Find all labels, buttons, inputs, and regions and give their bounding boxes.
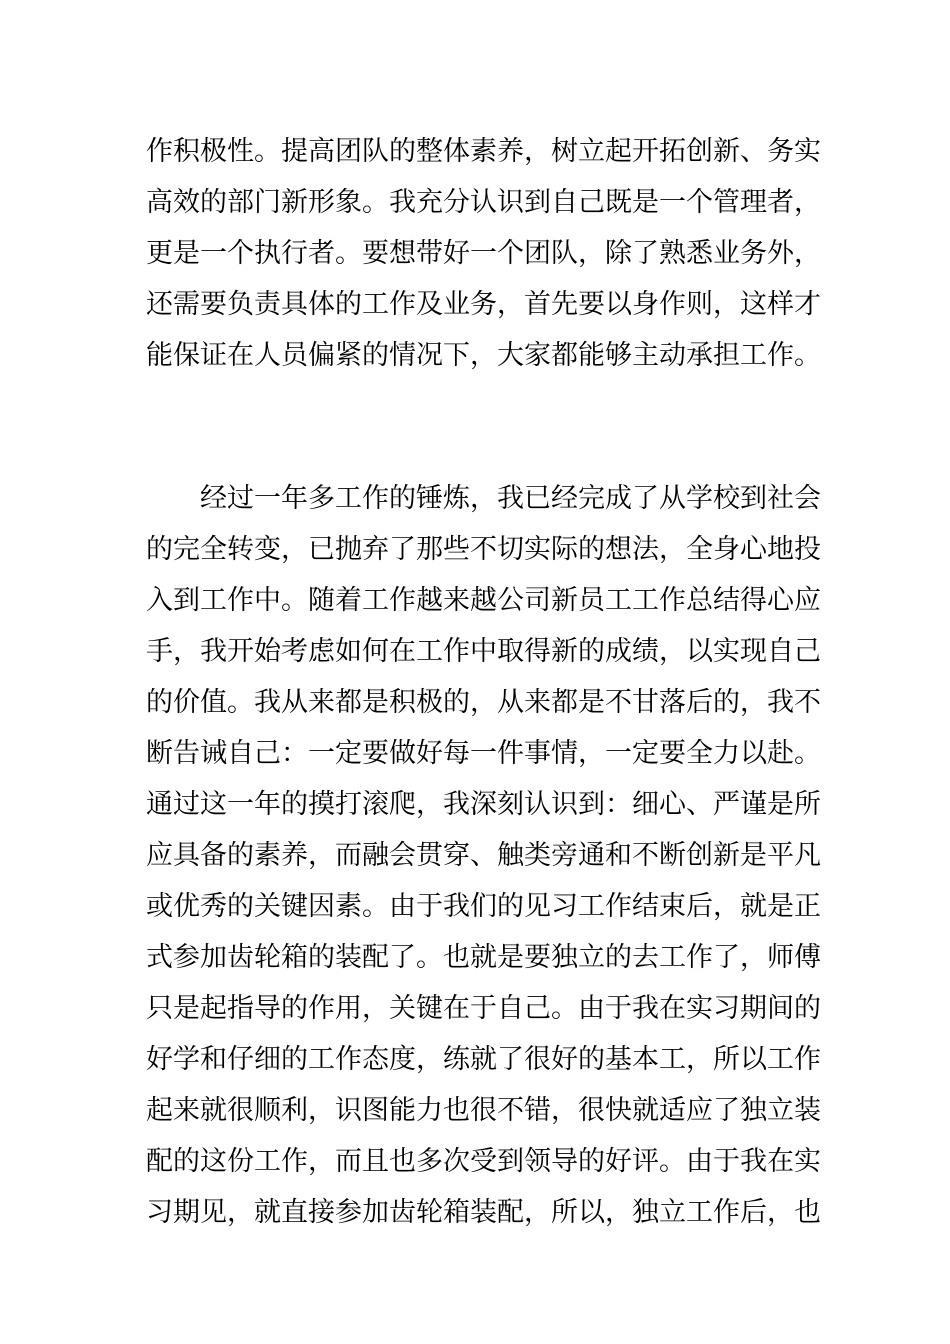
- paragraph-line: 高效的部门新形象。我充分认识到自己既是一个管理者，: [146, 187, 821, 218]
- paragraph-line: 只是起指导的作用，关键在于自己。由于我在实习期间的: [146, 993, 821, 1024]
- paragraph-line: 式参加齿轮箱的装配了。也就是要独立的去工作了，师傅: [146, 942, 821, 973]
- paragraph-line: 或优秀的关键因素。由于我们的见习工作结束后，就是正: [146, 891, 821, 922]
- paragraph-line: 习期见，就直接参加齿轮箱装配，所以，独立工作后，也: [146, 1197, 821, 1228]
- paragraph-line: 配的这份工作，而且也多次受到领导的好评。由于我在实: [146, 1146, 821, 1177]
- paragraph-line: 经过一年多工作的锤炼，我已经完成了从学校到社会: [146, 483, 821, 514]
- paragraph-line: 断告诫自己：一定要做好每一件事情，一定要全力以赴。: [146, 738, 821, 769]
- paragraph-1: [146, 126, 821, 381]
- paragraph-line: 还需要负责具体的工作及业务，首先要以身作则，这样才: [146, 289, 821, 320]
- paragraph-line: 入到工作中。随着工作越来越公司新员工工作总结得心应: [146, 585, 821, 616]
- paragraph-line: 应具备的素养，而融会贯穿、触类旁通和不断创新是平凡: [146, 840, 821, 871]
- paragraph-line: 通过这一年的摸打滚爬，我深刻认识到：细心、严谨是所: [146, 789, 821, 820]
- paragraph-line: 的价值。我从来都是积极的，从来都是不甘落后的，我不: [146, 687, 821, 718]
- paragraph-line: 起来就很顺利，识图能力也很不错，很快就适应了独立装: [146, 1095, 821, 1126]
- paragraph-line: 作积极性。提高团队的整体素养，树立起开拓创新、务实: [146, 136, 821, 167]
- paragraph-line: 的完全转变，已抛弃了那些不切实际的想法，全身心地投: [146, 534, 821, 565]
- paragraph-line: 手，我开始考虑如何在工作中取得新的成绩，以实现自己: [146, 636, 821, 667]
- paragraph-line: 能保证在人员偏紧的情况下，大家都能够主动承担工作。: [146, 340, 821, 371]
- paragraph-line: 好学和仔细的工作态度，练就了很好的基本工，所以工作: [146, 1044, 821, 1075]
- paragraph-line: 更是一个执行者。要想带好一个团队，除了熟悉业务外，: [146, 238, 821, 269]
- paragraph-2: [146, 473, 821, 1238]
